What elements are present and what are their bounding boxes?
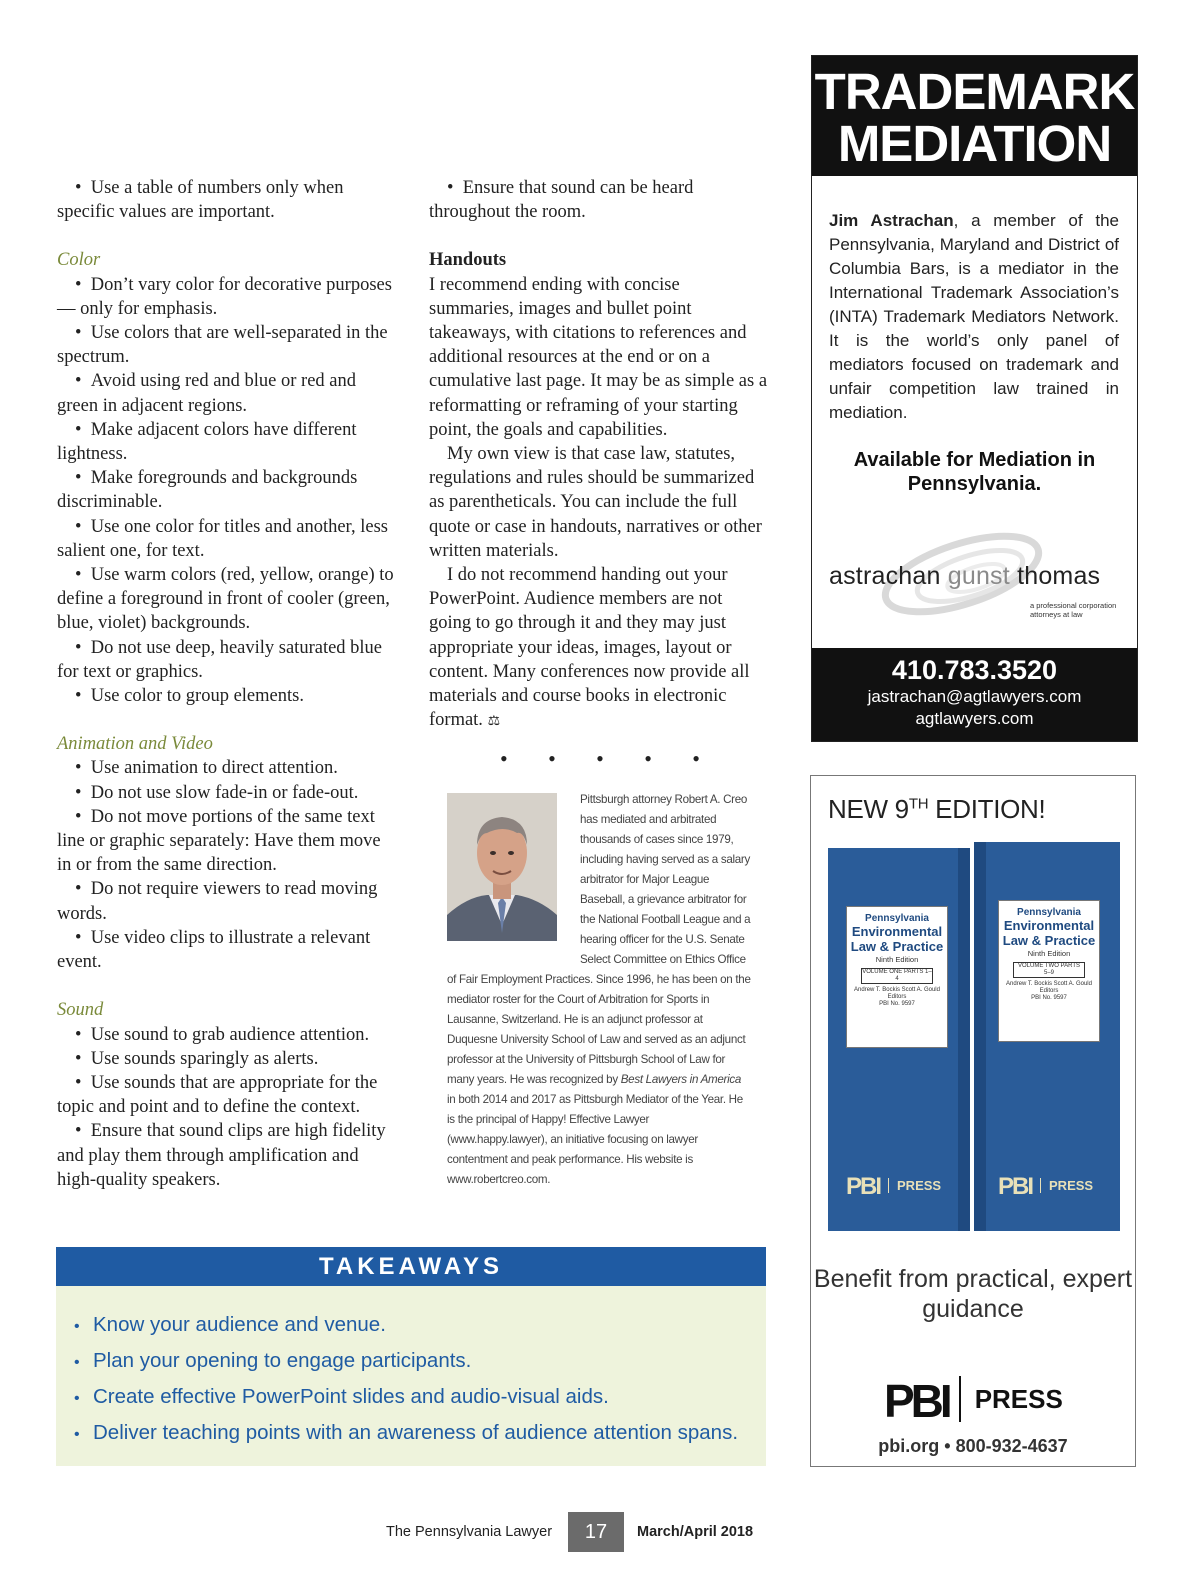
book-editors: Andrew T. Bockis Scott A. Gould [1006, 981, 1092, 987]
book-publisher: Pennsylvania [865, 913, 929, 924]
book-brand-press: PRESS [888, 1178, 941, 1193]
end-mark-icon: ⚖ [487, 714, 501, 730]
takeaway-text: Know your audience and venue. [93, 1313, 386, 1336]
bio-award: Best Lawyers in America [620, 1073, 741, 1086]
bullet-item: • Do not use slow fade-in or fade-out. [57, 781, 397, 805]
section-heading-animation: Animation and Video [57, 734, 213, 755]
ad-benefit: Benefit from practical, expert guidance [813, 1265, 1133, 1323]
book-volume: VOLUME TWO PARTS 5–9 [1013, 962, 1085, 978]
firm-tagline-line: attorneys at law [1030, 610, 1083, 619]
ad-availability: Available for Mediation in Pennsylvania. [853, 449, 1096, 495]
bullet-item: • Ensure that sound clips are high fidelity and play them through amplification and high-quality speakers. [57, 1119, 397, 1192]
takeaways-title: TAKEAWAYS [56, 1247, 766, 1286]
book-brand-mark: PBI [846, 1173, 881, 1200]
book-volume-one [828, 848, 970, 1231]
bullet-item: • Use animation to direct attention. [57, 756, 397, 780]
separator-dot: • [644, 746, 652, 771]
bullet-item: • Use video clips to illustrate a relevant event. [57, 926, 397, 974]
bullet-item: • Use sounds sparingly as alerts. [57, 1047, 397, 1071]
book-brand-press: PRESS [1040, 1178, 1093, 1193]
ad-email: jastrachan@agtlawyers.com [867, 687, 1082, 706]
bullet-item: • Use sound to grab audience attention. [57, 1023, 397, 1047]
author-bio [447, 790, 752, 1190]
firm-name [829, 562, 1100, 591]
issue-date: March/April 2018 [637, 1524, 754, 1540]
section-heading-color: Color [57, 250, 101, 271]
page-number: 17 [568, 1512, 624, 1552]
ad-edition-title [828, 794, 1045, 825]
ad-contact: pbi.org • 800-932-4637 [878, 1436, 1068, 1456]
bullet-item: • Use colors that are well-separated in the spectrum. [57, 321, 397, 369]
bullet-item: • Use sounds that are appropriate for the topic and point and to define the context. [57, 1071, 397, 1119]
trademark-mediation-ad [811, 55, 1138, 742]
book-edition: Ninth Edition [875, 955, 919, 964]
firm-name-part: astrachan [829, 562, 941, 590]
takeaway-item: • Plan your opening to engage participants. [74, 1349, 472, 1372]
separator-dot: • [500, 746, 508, 771]
takeaway-text: Create effective PowerPoint slides and audio-visual aids. [93, 1385, 609, 1408]
bullet-item: • Don’t vary color for decorative purposes — only for emphasis. [57, 273, 397, 321]
bullet-item: • Use warm colors (red, yellow, orange) to define a foreground in front of cooler (green, blue, violet) backgrounds. [57, 563, 397, 636]
bullet-item: • Use a table of numbers only when specific values are important. [57, 176, 397, 224]
bullet-item: • Use color to group elements. [57, 684, 397, 708]
separator-dot: • [692, 746, 700, 771]
bullet-item: • Use one color for titles and another, less salient one, for text. [57, 515, 397, 563]
book-title: Environmental Law & Practice [1002, 918, 1096, 948]
paragraph: My own view is that case law, statutes, regulations and rules should be summarized as parentheticals. You can include the full quote or case in handouts, narratives or other written materials. [429, 444, 762, 561]
paragraph [429, 563, 769, 734]
ad-body [829, 209, 1119, 425]
firm-tagline [1030, 601, 1116, 619]
paragraph-text: I do not recommend handing out your PowerPoint. Audience members are not going to go through it and they may just appropriate your ideas, images, layout or content. Many conferences now provide all materials and course books in electronic format. [429, 565, 750, 731]
ad-body-text: , a member of the Pennsylvania, Maryland and District of Columbia Bars, is a mediator in the International Trademark Association’s (INTA) Trademark Mediators Network. It is the world’s only panel of mediators focused on trademark and unfair competition law trained in mediation. [829, 211, 1119, 422]
book-volume: VOLUME ONE PARTS 1–4 [862, 969, 932, 982]
firm-tagline-line: a professional corporation [1030, 601, 1117, 610]
book-editors-label: Editors [1039, 988, 1059, 994]
title-part: EDITION! [928, 794, 1046, 824]
title-part: TH [908, 795, 929, 813]
separator-dot: • [548, 746, 556, 771]
article-column-2 [429, 176, 769, 734]
pbi-press-ad [810, 775, 1136, 1467]
book-number: PBI No. 9597 [879, 1001, 915, 1007]
book-volume-two [974, 842, 1120, 1231]
section-heading-sound: Sound [57, 1000, 104, 1021]
book-label [846, 906, 948, 1048]
section-separator [500, 746, 700, 772]
book-title: Environmental Law & Practice [850, 924, 944, 954]
book-editors: Andrew T. Bockis Scott A. Gould [854, 987, 940, 993]
book-edition: Ninth Edition [1027, 949, 1071, 958]
bullet-item: • Make adjacent colors have different lightness. [57, 418, 397, 466]
logo-press: PRESS [959, 1376, 1063, 1422]
bullet-item: • Make foregrounds and backgrounds discriminable. [57, 466, 397, 514]
book-editors-label: Editors [887, 994, 907, 1000]
publication-name: The Pennsylvania Lawyer [386, 1524, 553, 1540]
takeaways-list [56, 1286, 766, 1452]
ad-website: agtlawyers.com [915, 709, 1034, 728]
bullet-item: • Do not move portions of the same text line or graphic separately: Have them move in or from the same direction. [57, 805, 397, 878]
ad-headline-line: TRADEMARK [814, 63, 1135, 120]
bio-text: Pittsburgh attorney Robert A. Creo has mediated and arbitrated thousands of cases since 1979, including having served as a salary arbitrator for Major League Baseball, a grievance arbitrator for the National Football League and a hearing officer for the U.S. Senate Select Committee on Ethics Office of Fair Employment Practices. Since 1996, he has been on the mediator roster for the Court of Arbitration for Sports in Lausanne, Switzerland. He is an adjunct professor at Duquesne University School of Law and served as an adjunct professor at the University of Pittsburgh School of Law for many years. He was recognized by [447, 793, 751, 1086]
bullet-item: • Avoid using red and blue or red and green in adjacent regions. [57, 369, 397, 417]
book-brand-mark: PBI [998, 1173, 1033, 1200]
bullet-item: • Ensure that sound can be heard throughout the room. [429, 176, 769, 224]
bio-text: in both 2014 and 2017 as Pittsburgh Mediator of the Year. He is the principal of Happy! Effective Lawyer (www.happy.lawyer), an initiative focusing on lawyer contentment and peak performance. His website is www.robertcreo.com. [447, 1093, 743, 1186]
title-part: NEW 9 [828, 794, 909, 824]
bullet-item: • Do not require viewers to read moving words. [57, 877, 397, 925]
pbi-press-logo [884, 1374, 1063, 1428]
book-brand [846, 1173, 941, 1201]
book-number: PBI No. 9597 [1031, 995, 1067, 1001]
separator-dot: • [596, 746, 604, 771]
takeaway-text: Plan your opening to engage participants. [93, 1349, 472, 1372]
book-brand [998, 1173, 1093, 1201]
ad-headline-line: MEDIATION [837, 115, 1112, 172]
book-label [998, 900, 1100, 1042]
firm-name-part: thomas [1017, 562, 1101, 590]
page-footer [0, 1512, 1200, 1552]
ad-person-name: Jim Astrachan [829, 211, 954, 230]
takeaway-item: • Create effective PowerPoint slides and audio-visual aids. [74, 1385, 609, 1408]
section-heading-handouts: Handouts [429, 250, 507, 271]
ad-headline [812, 56, 1137, 176]
takeaways-box [56, 1247, 766, 1466]
takeaway-text: Deliver teaching points with an awareness of audience attention spans. [93, 1421, 739, 1444]
paragraph: I recommend ending with concise summaries, images and bullet point takeaways, with citations to references and additional resources at the end or on a cumulative last page. It may be as simple as a reformatting or reframing of your starting point, the goals and capabilities. [429, 274, 768, 440]
takeaway-item: • Deliver teaching points with an awareness of audience attention spans. [74, 1421, 739, 1444]
bullet-item: • Do not use deep, heavily saturated blue for text or graphics. [57, 636, 397, 684]
ad-contact-bar [812, 648, 1137, 741]
article-column-1 [57, 176, 397, 1192]
logo-mark: PBI [884, 1375, 949, 1427]
firm-name-part: gunst [947, 562, 1010, 590]
book-publisher: Pennsylvania [1017, 907, 1081, 918]
ad-phone: 410.783.3520 [891, 655, 1058, 685]
takeaway-item: • Know your audience and venue. [74, 1313, 386, 1336]
